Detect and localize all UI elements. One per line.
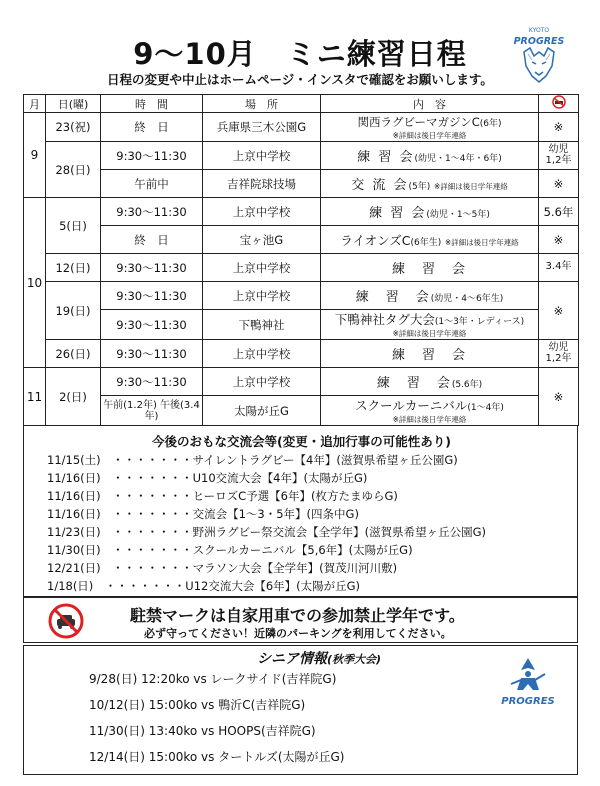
senior-section [23,645,578,775]
list-item: 10/12(日) 15:00ko vs 鴨沂C(吉祥院G) [89,698,306,712]
note-cell: ※ [539,226,579,254]
time-cell: 9:30～11:30 [101,368,203,396]
header [0,0,600,92]
content-text: スクールカーニバル [355,398,468,413]
place-cell: 上京中学校 [203,198,321,226]
content-cell [321,368,539,396]
content-cell [321,254,539,282]
note-cell: 幼児 1,2年 [539,142,579,170]
content-note: ※詳細は後日学年連絡 [444,237,519,247]
place-cell: 宝ヶ池G [203,226,321,254]
time-cell: 午前(1.2年) 午後(3.4年) [101,396,203,426]
warning-sub-text: 必ず守ってください！近隣のパーキングを利用してください。 [144,627,452,640]
content-text: 下鴨神社タグ大会 [334,312,435,327]
date-cell: 28(日) [46,142,101,198]
senior-title [257,648,381,668]
date-cell: 26(日) [46,340,101,368]
logo-text: PROGRES [501,696,555,707]
list-item: 12/21(日) ・・・・・・・マラソン大会【全学年】(賀茂川河川敷) [47,561,398,575]
table-row [24,113,579,142]
list-item: 11/16(日) ・・・・・・・交流会【1～3・5年】(四条中G) [47,507,359,521]
place-cell: 吉祥院球技場 [203,170,321,198]
table-row [24,310,579,340]
content-sub: (幼児・1～4年・6年) [414,154,502,164]
content-cell [321,282,539,310]
content-sub: (6年) [479,118,502,129]
list-item: 12/14(日) 15:00ko vs タートルズ(太陽が丘G) [89,750,345,764]
list-item: 11/23(日) ・・・・・・・野洲ラグビー祭交流会【全学年】(滋賀県希望ヶ丘公園G) [47,525,487,539]
content-cell [321,340,539,368]
date-cell: 5(日) [46,198,101,254]
content-cell [321,170,539,198]
header-content: 内 容 [321,95,539,113]
time-cell: 9:30～11:30 [101,340,203,368]
list-item: 11/15(土) ・・・・・・・サイレントラグビー【4年】(滋賀県希望ヶ丘公園G) [47,453,458,467]
note-cell: 3.4年 [539,254,579,282]
place-cell: 上京中学校 [203,282,321,310]
note-cell: 幼児 1,2年 [539,340,579,368]
time-cell: 9:30～11:30 [101,198,203,226]
note-cell: ※ [539,170,579,198]
time-cell: 9:30～11:30 [101,310,203,340]
content-text: 練 習 会 [391,348,467,363]
player-logo-icon [497,656,559,718]
content-cell [321,310,539,340]
content-note: ※詳細は後日学年連絡 [392,130,467,140]
list-item: 1/18(日) ・・・・・・・U12交流大会【6年】(太陽が丘G) [47,579,361,593]
events-title: 今後のおもな交流会等(変更・追加行事の可能性あり) [152,434,451,449]
schedule-table [23,94,579,426]
table-row [24,226,579,254]
senior-title-sub: (秋季大会) [327,653,382,666]
header-time: 時 間 [101,95,203,113]
note-cell: ※ [539,113,579,142]
content-text: 練 習 会 [391,262,467,277]
warning-main-text: 駐禁マークは自家用車での参加禁止学年です。 [130,606,465,625]
logo-sub-text: KYOTO [528,27,550,34]
no-parking-icon [539,95,579,113]
place-cell: 上京中学校 [203,142,321,170]
note-cell: ※ [539,282,579,340]
content-cell [321,113,539,142]
content-text: 練 習 会 [376,376,452,391]
page-title: 9～10月 ミニ練習日程 [133,37,467,71]
place-cell: 太陽が丘G [203,396,321,426]
content-sub: (1～4年) [467,403,504,413]
content-sub: (幼児・1～5年) [426,210,490,220]
wolf-logo-icon [508,22,570,86]
month-cell: 10 [24,198,46,368]
time-cell: 終 日 [101,113,203,142]
table-header-row [24,95,579,113]
content-text: 練 習 会 [357,150,415,165]
table-row [24,170,579,198]
content-sub: (5.6年) [451,380,483,390]
time-cell: 午前中 [101,170,203,198]
logo-text: PROGRES [513,36,565,47]
note-cell: 5.6年 [539,198,579,226]
list-item: 11/30(日) 13:40ko vs HOOPS(吉祥院G) [89,724,316,738]
content-sub: (5年) [408,182,431,192]
header-place: 場 所 [203,95,321,113]
parking-warning [23,597,578,643]
content-sub: (幼児・4～6年生) [430,294,504,304]
table-row [24,142,579,170]
month-cell: 11 [24,368,46,426]
table-row [24,340,579,368]
place-cell: 上京中学校 [203,254,321,282]
content-text: ライオンズC [340,232,411,248]
time-cell: 9:30～11:30 [101,142,203,170]
place-cell: 兵庫県三木公園G [203,113,321,142]
header-date: 日(曜) [46,95,101,113]
content-cell [321,198,539,226]
table-row [24,368,579,396]
time-cell: 9:30～11:30 [101,254,203,282]
place-cell: 上京中学校 [203,340,321,368]
notice-text: 日程の変更や中止はホームページ・インスタで確認をお願いします。 [107,72,493,87]
content-cell [321,226,539,254]
date-cell: 12(日) [46,254,101,282]
date-cell: 19(日) [46,282,101,340]
content-note: ※詳細は後日学年連絡 [433,182,508,191]
place-cell: 下鴨神社 [203,310,321,340]
content-cell [321,142,539,170]
senior-title-text: シニア情報 [257,651,327,667]
time-cell: 終 日 [101,226,203,254]
table-row [24,396,579,426]
list-item: 11/16(日) ・・・・・・・U10交流大会【4年】(太陽が丘G) [47,471,368,485]
note-cell: ※ [539,368,579,426]
table-row [24,198,579,226]
date-cell: 2(日) [46,368,101,426]
list-item: 11/30(日) ・・・・・・・スクールカーニバル【5,6年】(太陽が丘G) [47,543,413,557]
table-row [24,282,579,310]
month-cell: 9 [24,113,46,198]
date-cell: 23(祝) [46,113,101,142]
list-item: 11/16(日) ・・・・・・・ヒーロズC予選【6年】(枚方たまゆらG) [47,489,398,503]
content-text: 練 習 会 [355,290,431,305]
content-note: ※詳細は後日学年連絡 [392,329,467,338]
content-cell [321,396,539,426]
table-row [24,254,579,282]
content-sub: (1～3年・レディース) [434,317,525,327]
content-text: 関西ラグビーマガジンC [357,114,480,129]
events-section [23,425,578,597]
content-text: 交 流 会 [351,178,409,193]
header-month: 月 [24,95,46,113]
time-cell: 9:30～11:30 [101,282,203,310]
content-text: 練 習 会 [369,206,427,221]
content-note: ※詳細は後日学年連絡 [392,415,467,424]
no-parking-icon [46,602,86,640]
list-item: 9/28(日) 12:20ko vs レークサイド(吉祥院G) [89,672,337,686]
place-cell: 上京中学校 [203,368,321,396]
content-sub: (6年生) [410,237,442,248]
